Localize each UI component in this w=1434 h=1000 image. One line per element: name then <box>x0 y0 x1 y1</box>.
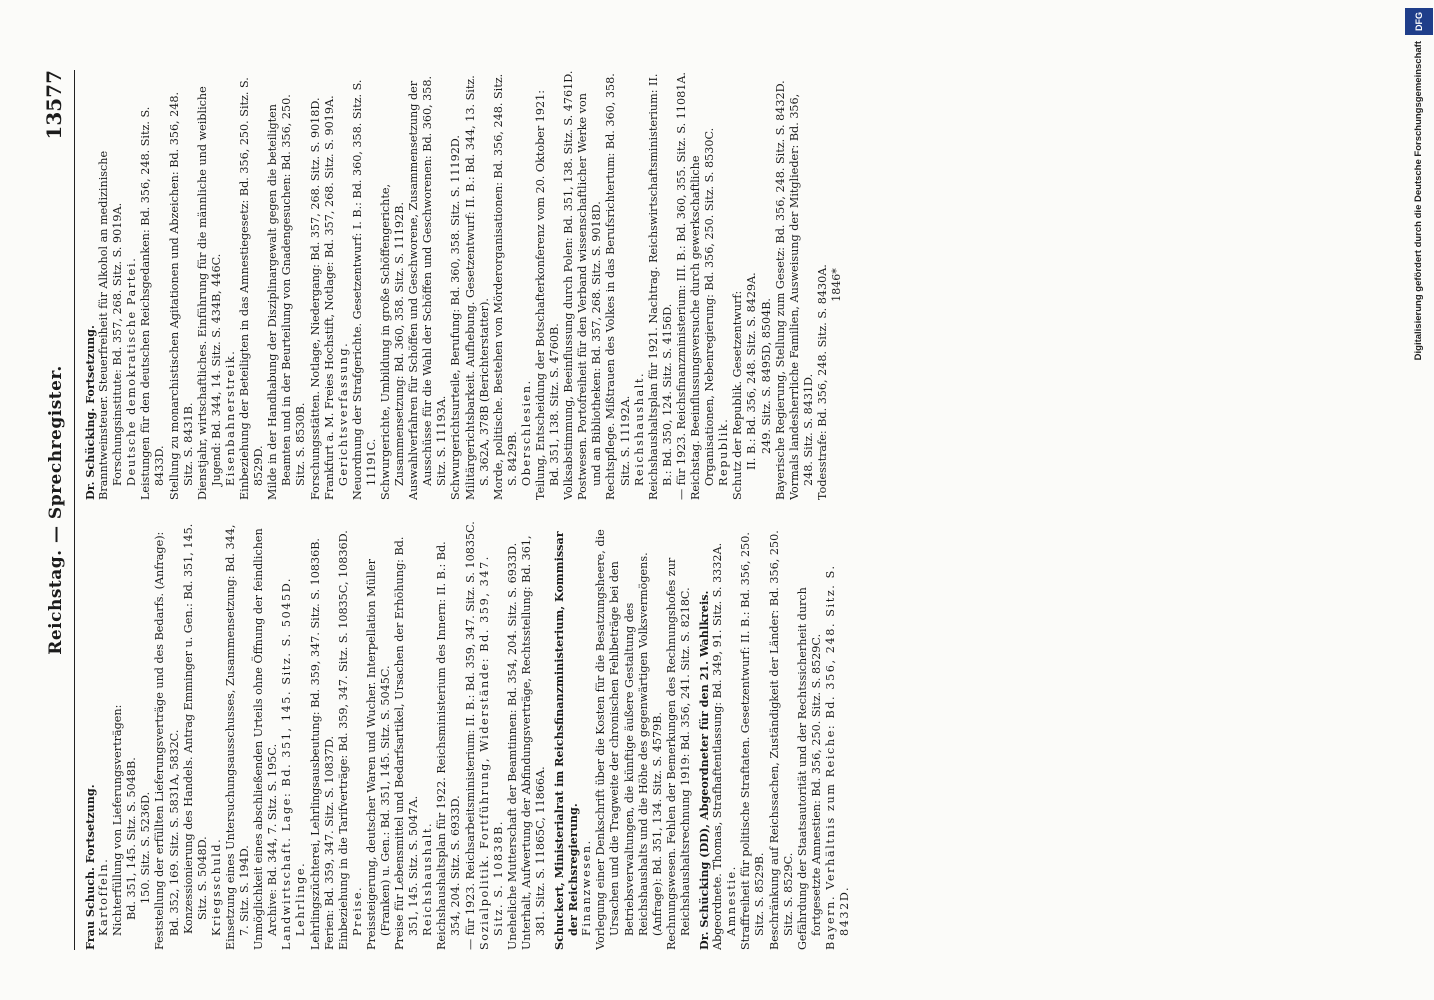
entry-heading: Frau Schuch. Fortsetzung. <box>83 784 97 950</box>
register-entry: Unterhalt, Aufwertung der Abfindungsverträge, Rechtsstellung: Bd. 361, 381. Sitz. S. 11865C, 11866A. <box>519 535 547 950</box>
register-entry: Stellung zu monarchistischen Agitationen und Abzeichen: Bd. 356, 248. Sitz. S. 8431B. <box>167 91 195 500</box>
columns <box>83 70 1373 950</box>
dfg-logo: DFG <box>1405 8 1433 35</box>
document-page <box>14 30 1414 990</box>
register-entry: Kriegsschuld. <box>209 837 223 936</box>
register-entry: Reichshaushalt. <box>632 371 646 486</box>
register-entry: Frankfurt a. M. Freies Hochstift, Notlage: Bd. 357, 268. Sitz. S. 9019A. <box>322 95 336 500</box>
register-entry: Auswahlverfahren für Schöffen und Geschworene, Zusammensetzung der Ausschüsse für die Wahl der Schöffen und Geschworenen: Bd. 360, 358. Sitz. S. 11193A. <box>407 75 449 500</box>
register-entry: Lehrlingszüchterei, Lehrlingsausbeutung: Bd. 359, 347. Sitz. S. 10836B. <box>308 538 322 950</box>
register-entry: Sozialpolitik. Fortführung, Widerstände: Bd. 359, 347. Sitz. S. 10838B. <box>477 555 505 950</box>
register-entry: Leistungen für den deutschen Reichsgedanken: Bd. 356, 248. Sitz. S. 8433D. <box>139 106 167 500</box>
credit-text: Digitalisierung gefördert durch die Deutsche Forschungsgemeinschaft <box>1413 41 1424 361</box>
register-entry: Deutsche demokratische Partei. <box>125 256 139 486</box>
register-entry: Abgeordnete. Thomas, Strafhaftentlassung: Bd. 349, 91. Sitz. S. 3332A. <box>711 542 725 950</box>
register-entry: Teilung, Entscheidung der Botschafterkonferenz vom 20. Oktober 1921: Bd. 351, 138. Sitz. S. 4760B. <box>534 89 562 500</box>
register-entry: Morde, politische. Bestehen von Mörderorganisationen: Bd. 356, 248. Sitz. S. 8429B. <box>491 73 519 500</box>
register-entry: Einsetzung eines Untersuchungsausschusses, Zusammensetzung: Bd. 344, 7. Sitz. S. 194D. <box>223 524 252 950</box>
register-entry: Schwurgerichte, Umbildung in große Schöffengerichte, Zusammensetzung: Bd. 360, 358. Sitz. S. 11192B. <box>378 183 407 500</box>
page-header <box>40 70 75 950</box>
register-entry: Republik. <box>717 417 731 486</box>
register-entry: Schutz der Republik. Gesetzentwurf: <box>731 290 745 500</box>
register-entry: Reichshaushalt. <box>421 821 435 936</box>
footer-number: 1846* <box>829 268 843 302</box>
register-entry: Rechnungswesen. Fehlen der Bemerkungen des Rechnungshofes zur Reichshaushaltsrechnung 1919: Bd. 356, 241. Sitz. S. 8218C. <box>664 557 692 950</box>
register-entry: Dienstjahr, wirtschaftliches. Einführung für die männliche und weibliche Jugend: Bd. 344, 14. Sitz. S. 434B, 446C. <box>195 86 223 500</box>
register-entry: Forschungsstätten. Notlage, Niedergang: Bd. 357, 268. Sitz. S. 9018D. <box>308 97 322 500</box>
register-entry: Ferien: Bd. 359, 347. Sitz. S. 10837D. <box>322 735 336 950</box>
register-entry: Feststellung der erfüllten Lieferungsverträge und des Bedarfs. (Anfrage): Bd. 352, 169. Sitz. S. 5831A, 5832C. <box>153 531 181 950</box>
register-entry: Preise für Lebensmittel und Bedarfsartikel, Ursachen der Erhöhung: Bd. 351, 145. Sitz. S. 5047A. <box>393 536 421 950</box>
register-entry: Beschränkung auf Reichssachen, Zuständigkeit der Länder: Bd. 356, 250. Sitz. S. 8529C. <box>767 530 795 950</box>
register-entry: Bayern. Verhältnis zum Reiche: Bd. 356, 248. Sitz. S. 8432D. <box>823 564 851 950</box>
register-entry: Uneheliche Mutterschaft der Beamtinnen: Bd. 354, 204. Sitz. S. 6933D. <box>505 542 519 950</box>
entry-heading: Dr. Schücking (DD), Abgeordneter für den 21. Wahlkreis. <box>697 590 712 950</box>
register-entry: Unmöglichkeit eines abschließenden Urteils ohne Öffnung der feindlichen Archive: Bd. 344, 7. Sitz. S. 195C. <box>252 528 280 950</box>
register-entry: Reichstag. Beeinflussungsversuche durch gewerkschaftliche Organisationen, Nebenregierung: Bd. 356, 250. Sitz. S. 8530C. <box>689 127 717 500</box>
register-entry: Gefährdung der Staatsautorität und der Rechtssicherheit durch fortgesetzte Amnestien: Bd. 356, 250. Sitz. S. 8529C. <box>795 587 823 950</box>
register-entry: Preissteigerung, deutscher Waren und Wucher. Interpellation Müller (Franken) u. Gen.: Bd. 351, 145. Sitz. S. 5045C. <box>364 559 392 950</box>
register-entry: 150. Sitz. S. 5236D. <box>139 791 153 904</box>
register-entry: Amnestie. <box>725 865 739 936</box>
entry-heading: Dr. Schücking. Fortsetzung. <box>83 325 97 500</box>
register-entry: Todesstrafe: Bd. 356, 248. Sitz. S. 8430A. <box>815 264 829 500</box>
register-entry: II. B.: Bd. 356, 248. Sitz. S. 8429A. <box>745 272 759 470</box>
register-entry: Finanzwesen. <box>580 839 594 936</box>
digitization-credit <box>1406 0 1432 1000</box>
register-entry: Volksabstimmung, Beeinflussung durch Polen: Bd. 351, 138. Sitz. S. 4761D. <box>562 70 576 500</box>
left-column <box>83 520 1373 950</box>
register-entry: Bd. 351, 145. Sitz. S. 5048B. <box>125 757 139 920</box>
register-entry: Reichshaushaltsplan für 1921. Nachtrag. Reichswirtschaftsministerium: II. B.: Bd. 350, 124. Sitz. S. 4156D. <box>646 73 674 500</box>
register-entry: Preise. <box>350 885 364 936</box>
register-entry: Landwirtschaft. Lage: Bd. 351, 145. Sitz. S. 5045D. <box>280 576 294 950</box>
register-entry: 249. Sitz. S. 8495D, 8504B. <box>759 298 773 454</box>
register-entry: Lehrlinge. <box>294 861 308 936</box>
register-entry: Konzessionierung des Handels. Antrag Emminger u. Gen.: Bd. 351, 145. Sitz. S. 5048D. <box>181 523 209 934</box>
right-column <box>83 70 1373 500</box>
register-entry: Vorlegung einer Denkschrift über die Kosten für die Besatzungsheere, die Ursachen und die Tragweite der chronischen Fehlbeträge bei den Betriebsverwaltungen, die künftige äußere Gestaltung des Reichshaushalts und die Höhe des gegenwärtigen Volksvermögens. (Anfrage): Bd. 351, 134. Sitz. S. 4579B. <box>594 529 664 950</box>
page-title: Reichstag. — Sprechregister. <box>46 365 66 655</box>
register-entry: Eisenbahnerstreik. <box>223 349 237 486</box>
register-entry: Oberschlesien. <box>519 379 533 486</box>
register-entry: Nichterfüllung von Lieferungsverträgen: <box>111 704 125 936</box>
register-entry: Branntweinsteuer. Steuerfreiheit für Alkohol an medizinische Forschungsinstitute: Bd. 357, 268. Sitz. S. 9019A. <box>97 150 125 500</box>
register-entry: Gerichtsverfassung. <box>336 341 350 486</box>
register-entry: Rechtspflege. Mißtrauen des Volkes in das Berufsrichtertum: Bd. 360, 358. Sitz. S. 11192A. <box>604 73 632 500</box>
register-entry: — für 1923. Reichsarbeitsministerium: II. B.: Bd. 359, 347. Sitz. S. 10835C. <box>463 521 477 950</box>
register-entry: — für 1923. Reichsfinanzministerium: III. B.: Bd. 360, 355. Sitz. S. 11081A. <box>674 72 688 500</box>
entry-heading: Schuckert, Ministerialrat im Reichsfinanzministerium, Kommissar der Reichsregierung. <box>552 531 581 950</box>
page-number: 13577 <box>42 70 66 140</box>
register-entry: Vormals landesherrliche Familien, Ausweisung der Mitglieder: Bd. 356, 248. Sitz. S. 8431D. <box>787 93 815 500</box>
register-entry: Schwurgerichtsurteile, Berufung: Bd. 360, 358. Sitz. S. 11192D. <box>449 135 463 500</box>
register-entry: Bayerische Regierung, Stellung zum Gesetz: Bd. 356, 248. Sitz. S. 8432D. <box>773 80 787 500</box>
register-entry: Milde in der Handhabung der Disziplinargewalt gegen die beteiligten Beamten und in der Beurteilung von Gnadengesuchen: Bd. 356, 250. Sitz. S. 8530B. <box>266 94 308 500</box>
register-entry: Einbeziehung der Beteiligten in das Amnestiegesetz: Bd. 356, 250. Sitz. S. 8529D. <box>238 77 266 500</box>
register-entry: Einbeziehung in die Tarifverträge: Bd. 359, 347. Sitz. S. 10835C, 10836D. <box>336 530 350 950</box>
register-entry: Postwesen. Portofreiheit für den Verband wissenschaftlicher Werke von und an Bibliotheken: Bd. 357, 268. Sitz. S. 9018D. <box>576 93 604 500</box>
register-entry: Kartoffeln. <box>97 857 111 936</box>
register-entry: Neuordnung der Strafgerichte. Gesetzentwurf: I. B.: Bd. 360, 358. Sitz. S. 11191C. <box>350 79 378 500</box>
register-entry: Militärgerichtsbarkeit. Aufhebung. Gesetzentwurf: II. B.: Bd. 344, 13. Sitz. S. 362A, 378B (Berichterstatter). <box>463 75 491 500</box>
register-entry: Reichshaushaltsplan für 1922. Reichsministerium des Innern: II. B.: Bd. 354, 204. Sitz. S. 6933D. <box>435 541 463 950</box>
register-entry: Straffreiheit für politische Straftaten. Gesetzentwurf: II. B.: Bd. 356, 250. Sitz. S. 8529B. <box>739 532 767 950</box>
